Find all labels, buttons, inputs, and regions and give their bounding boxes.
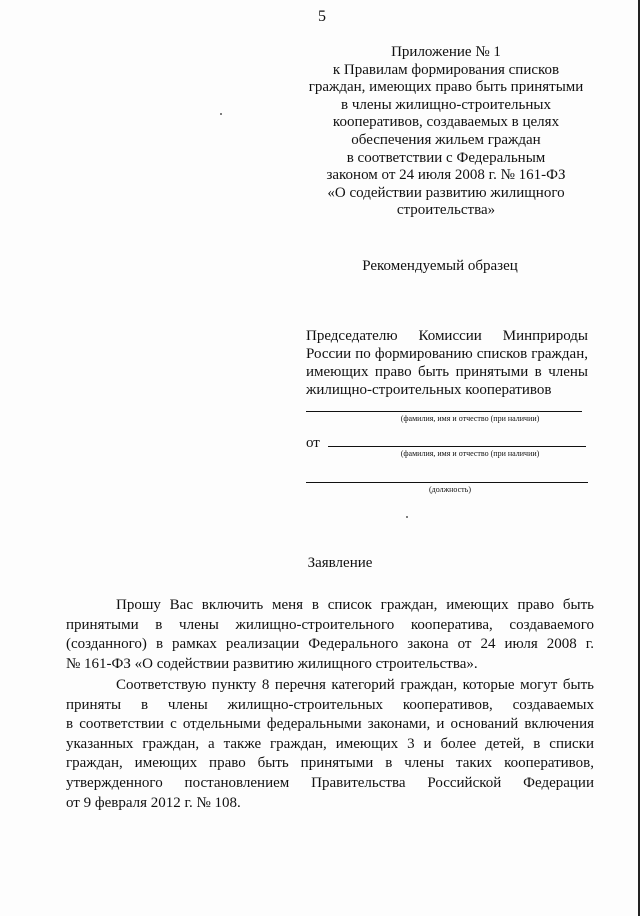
addressee-line: жилищно-строительных кооперативов [306,382,552,398]
addressee-line: России по формированию списков граждан, [306,346,588,362]
paragraph-line: Соответствую пункту 8 перечня категорий граждан, которые могут быть [116,677,594,693]
name-field-caption: (фамилия, имя и отчество (при наличии) [400,414,540,423]
paragraph-line: граждан, имеющих право быть принятыми в члены таких кооперативов, [66,755,594,772]
appendix-line: граждан, имеющих право быть принятыми [308,79,584,96]
appendix-line: Приложение № 1 [391,44,501,60]
name-blank-line[interactable] [306,411,582,412]
paragraph-line: № 161-ФЗ «О содействии развитию жилищного строительства». [66,655,478,672]
paragraph-line: в соответствии с отдельными федеральными законами, и оснований включения [66,716,594,733]
paragraph-eligibility [66,676,594,813]
recommended-sample-label: Рекомендуемый образец [362,258,518,274]
position-field-caption: (должность) [429,485,471,494]
paragraph-line: принятыми в члены жилищно-строительного кооператива, создаваемого [66,616,594,633]
scan-speck [406,516,408,518]
addressee-line: имеющих право быть принятыми в члены [306,364,588,380]
paragraph-line: Прошу Вас включить меня в список граждан, имеющих право быть [116,597,594,613]
appendix-line: строительства» [396,202,496,219]
paragraph-request [66,596,594,674]
from-blank-line[interactable] [328,446,586,447]
statement-title: Заявление [307,555,373,571]
appendix-line: обеспечения жильем граждан [351,131,541,148]
paragraph-line: приняты в члены жилищно-строительных кооперативов, создаваемых [66,696,594,713]
from-label: от [306,435,320,451]
addressee-line: Председателю Комиссии Минприроды [306,328,588,344]
paragraph-line: от 9 февраля 2012 г. № 108. [66,794,241,811]
appendix-line: к Правилам формирования списков [332,61,560,78]
appendix-header [308,44,584,220]
paragraph-line: указанных граждан, а также граждан, имеющих 3 и более детей, в списки [66,735,594,752]
page-number: 5 [318,8,326,25]
scan-speck [220,113,222,115]
position-blank-line[interactable] [306,482,588,483]
addressee-block [306,327,588,399]
from-field-caption: (фамилия, имя и отчество (при наличии) [400,449,540,458]
appendix-line: в соответствии с Федеральным [346,149,546,166]
appendix-line: в члены жилищно-строительных [341,96,551,113]
appendix-line: «О содействии развитию жилищного [327,184,565,201]
paragraph-line: (созданного) в рамках реализации Федерального закона от 24 июля 2008 г. [66,636,594,653]
paragraph-line: утвержденного постановлением Правительства Российской Федерации [66,774,594,791]
appendix-line: кооперативов, создаваемых в целях [332,114,560,131]
appendix-line: законом от 24 июля 2008 г. № 161-ФЗ [326,167,566,184]
